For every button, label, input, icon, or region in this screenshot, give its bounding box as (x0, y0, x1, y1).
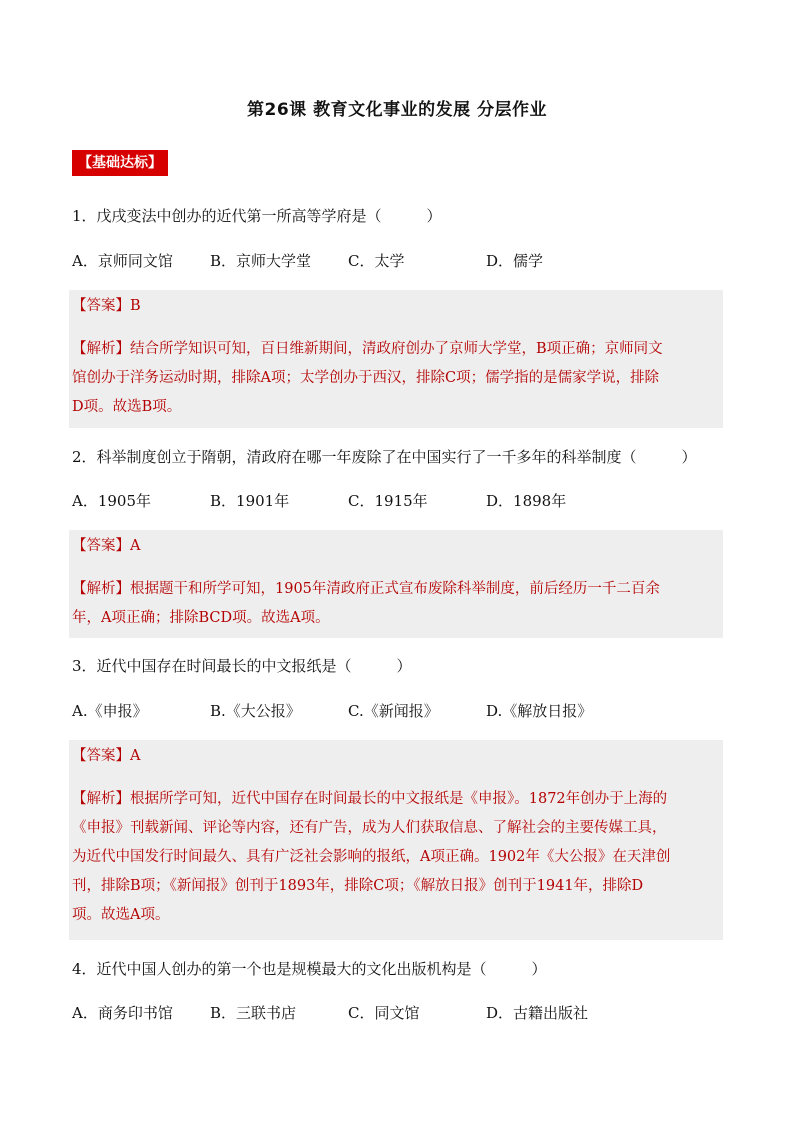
analysis-line: 【解析】根据题干和所学可知，1905年清政府正式宣布废除科举制度，前后经历一千二百余 (72, 581, 660, 597)
option-b: B．1901年 (210, 492, 290, 510)
page-title: 第26课 教育文化事业的发展 分层作业 (247, 100, 547, 120)
analysis-line: 【解析】结合所学知识可知，百日维新期间，清政府创办了京师大学堂，B项正确；京师同文 (72, 341, 663, 357)
option-b: B．三联书店 (210, 1004, 297, 1022)
option-c: C．1915年 (348, 492, 428, 510)
answer-box-1 (69, 290, 723, 428)
answer-label: 【答案】A (72, 748, 141, 764)
option-d: D.《解放日报》 (486, 702, 593, 720)
analysis-line: 【解析】根据所学可知，近代中国存在时间最长的中文报纸是《申报》。1872年创办于上海的 (72, 791, 668, 807)
question-2-options (72, 490, 722, 512)
question-3-options (72, 700, 722, 722)
option-b: B.《大公报》 (210, 702, 301, 720)
option-c: C．太学 (348, 252, 405, 270)
option-d: D．儒学 (486, 252, 544, 270)
option-a: A．商务印书馆 (72, 1004, 173, 1022)
analysis-line: 项。故选A项。 (72, 907, 170, 923)
analysis-line: 馆创办于洋务运动时期，排除A项；太学创办于西汉，排除C项；儒学指的是儒家学说，排除 (72, 370, 660, 386)
option-a: A．京师同文馆 (72, 252, 173, 270)
analysis-line: 为近代中国发行时间最久、具有广泛社会影响的报纸，A项正确。1902年《大公报》在天津创 (72, 849, 671, 865)
answer-box-3 (69, 740, 723, 940)
option-d: D．1898年 (486, 492, 567, 510)
question-3-stem: 3．近代中国存在时间最长的中文报纸是（ ） (72, 657, 412, 675)
option-c: C.《新闻报》 (348, 702, 439, 720)
option-b: B．京师大学堂 (210, 252, 312, 270)
question-4-options (72, 1002, 722, 1024)
answer-box-2 (69, 530, 723, 638)
option-a: A.《申报》 (72, 702, 148, 720)
section-tag-basic: 【基础达标】 (72, 150, 168, 176)
analysis-line: 刊，排除B项；《新闻报》创刊于1893年，排除C项；《解放日报》创刊于1941年，排除D (72, 878, 644, 894)
question-1-options (72, 250, 722, 272)
analysis-line: D项。故选B项。 (72, 399, 182, 415)
answer-label: 【答案】B (72, 298, 141, 314)
option-d: D．古籍出版社 (486, 1004, 589, 1022)
analysis-line: 《申报》刊载新闻、评论等内容，还有广告，成为人们获取信息、了解社会的主要传媒工具， (72, 820, 667, 836)
answer-label: 【答案】A (72, 538, 141, 554)
analysis-line: 年，A项正确；排除BCD项。故选A项。 (72, 610, 330, 626)
option-a: A．1905年 (72, 492, 152, 510)
option-c: C．同文馆 (348, 1004, 420, 1022)
question-4-stem: 4．近代中国人创办的第一个也是规模最大的文化出版机构是（ ） (72, 960, 547, 978)
question-1-stem: 1．戊戌变法中创办的近代第一所高等学府是（ ） (72, 207, 442, 225)
question-2-stem: 2．科举制度创立于隋朝，清政府在哪一年废除了在中国实行了一千多年的科举制度（ ） (72, 448, 697, 466)
